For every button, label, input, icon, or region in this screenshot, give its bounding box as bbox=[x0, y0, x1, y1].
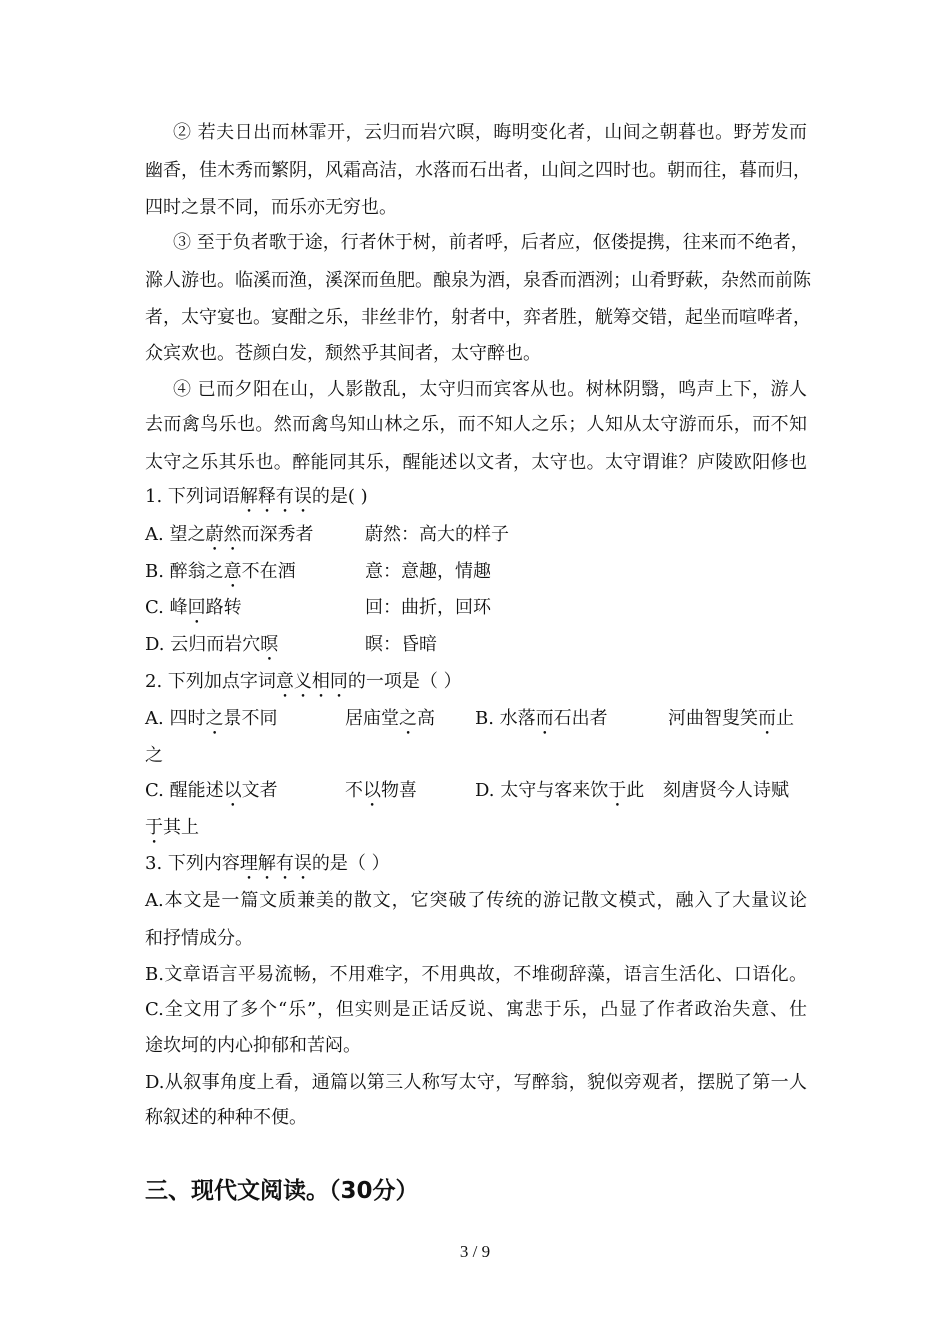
question-stem bbox=[145, 482, 807, 512]
question-stem bbox=[145, 849, 807, 879]
option-b-continued: 之 bbox=[145, 745, 163, 766]
dotted-text: 之 bbox=[399, 708, 417, 729]
option-text: A. 望之 bbox=[145, 524, 206, 545]
option-b bbox=[145, 557, 807, 587]
option-text: 不在酒 bbox=[241, 561, 296, 582]
text-line: ③ 至于负者歌于途，行者休于树，前者呼，后者应，伛偻提携，往来而不绝者， bbox=[173, 232, 809, 253]
option-text: D. 太守与客来饮 bbox=[475, 780, 609, 801]
dotted-text: 而 bbox=[535, 708, 554, 729]
option-a: A.本文是一篇文质兼美的散文，它突破了传统的游记散文模式，融入了大量议论 bbox=[145, 890, 807, 911]
dotted-text: 于 bbox=[145, 817, 163, 838]
text-line: 者，太守宴也。宴酣之乐，非丝非竹，射者中，弈者胜，觥筹交错，起坐而喧哗者， bbox=[145, 307, 811, 328]
page-number: 3 / 9 bbox=[459, 1242, 491, 1261]
text-line: 幽香，佳木秀而繁阴，风霜高洁，水落而石出者，山间之四时也。朝而往，暮而归， bbox=[145, 160, 811, 181]
text-line: 太守之乐其乐也。醉能同其乐，醒能述以文者，太守也。太守谓谁？庐陵欧阳修也 bbox=[145, 452, 807, 473]
option-text: 止 bbox=[776, 708, 794, 729]
dotted-text: 意义相同 bbox=[275, 671, 348, 692]
question-stem bbox=[145, 667, 807, 697]
option-text: 其上 bbox=[163, 817, 199, 838]
option-text: 居庙堂 bbox=[345, 708, 399, 729]
dotted-text: 蔚然 bbox=[205, 524, 242, 545]
option-text: A. 四时 bbox=[145, 708, 206, 729]
text-line: 滁人游也。临溪而渔，溪深而鱼肥。酿泉为酒，泉香而酒洌；山肴野蔌，杂然而前陈 bbox=[145, 270, 811, 291]
dotted-text: 而 bbox=[758, 708, 776, 729]
text-line: 众宾欢也。苍颜白发，颓然乎其间者，太守醉也。 bbox=[145, 343, 541, 364]
option-text: 河曲智叟笑 bbox=[668, 708, 758, 729]
option-c-continued: 途坎坷的内心抑郁和苦闷。 bbox=[145, 1035, 361, 1056]
options-cd bbox=[145, 776, 807, 806]
option-explanation: 暝：昏暗 bbox=[365, 634, 437, 655]
option-c bbox=[145, 593, 807, 623]
option-text: 物喜 bbox=[381, 780, 417, 801]
stem-text: 的是（ ） bbox=[311, 853, 390, 874]
option-text: D. 云归而岩穴 bbox=[145, 634, 261, 655]
stem-text: 的一项是（ ） bbox=[347, 671, 462, 692]
text-line: ④ 已而夕阳在山，人影散乱，太守归而宾客从也。树林阴翳，鸣声上下，游人 bbox=[173, 379, 807, 400]
option-text: 而深秀者 bbox=[241, 524, 314, 545]
option-text: C. 醒能述 bbox=[145, 780, 224, 801]
option-d-continued bbox=[145, 813, 807, 843]
text-line: 去而禽鸟乐也。然而禽鸟知山林之乐，而不知人之乐；人知从太守游而乐，而不知 bbox=[145, 414, 807, 435]
option-text: 景不同 bbox=[223, 708, 278, 729]
stem-text: 2. 下列加点字词 bbox=[145, 671, 276, 692]
option-text: 不 bbox=[345, 780, 363, 801]
dotted-text: 暝 bbox=[260, 634, 279, 655]
dotted-text: 以 bbox=[223, 780, 242, 801]
option-text: B. 醉翁之 bbox=[145, 561, 224, 582]
option-text: 此 bbox=[626, 780, 645, 801]
options-ab bbox=[145, 704, 807, 734]
option-explanation: 回：曲折，回环 bbox=[365, 597, 491, 618]
option-a-continued: 和抒情成分。 bbox=[145, 928, 253, 949]
dotted-text: 以 bbox=[363, 780, 381, 801]
option-d-continued: 称叙述的种种不便。 bbox=[145, 1107, 307, 1128]
dotted-text: 于 bbox=[608, 780, 627, 801]
option-text: 高 bbox=[417, 708, 435, 729]
dotted-text: 解释有误 bbox=[239, 486, 312, 507]
option-a bbox=[145, 520, 807, 550]
stem-text: 的是( ) bbox=[311, 486, 368, 507]
option-text: 刻唐贤今人诗赋 bbox=[663, 780, 789, 801]
dotted-text: 之 bbox=[205, 708, 224, 729]
option-b: B.文章语言平易流畅，不用难字，不用典故，不堆砌辞藻，语言生活化、口语化。 bbox=[145, 964, 807, 985]
text-line: ② 若夫日出而林霏开，云归而岩穴暝，晦明变化者，山间之朝暮也。野芳发而 bbox=[173, 122, 807, 143]
dotted-text: 回 bbox=[187, 597, 206, 618]
option-d bbox=[145, 630, 807, 660]
dotted-text: 意 bbox=[223, 561, 242, 582]
section-heading: 三、现代文阅读。（30分） bbox=[145, 1178, 419, 1204]
option-text: 文者 bbox=[241, 780, 278, 801]
stem-text: 3. 下列内容 bbox=[145, 853, 240, 874]
option-text: 路转 bbox=[205, 597, 242, 618]
option-text: 石出者 bbox=[553, 708, 608, 729]
dotted-text: 理解有误 bbox=[239, 853, 312, 874]
option-explanation: 蔚然：高大的样子 bbox=[365, 524, 509, 545]
option-d: D.从叙事角度上看，通篇以第三人称写太守，写醉翁，貌似旁观者，摆脱了第一人 bbox=[145, 1072, 807, 1093]
text-line: 四时之景不同，而乐亦无穷也。 bbox=[145, 197, 397, 218]
stem-text: 1. 下列词语 bbox=[145, 486, 240, 507]
option-explanation: 意：意趣，情趣 bbox=[365, 561, 491, 582]
option-text: B. 水落 bbox=[475, 708, 536, 729]
option-text: C. 峰 bbox=[145, 597, 188, 618]
option-c: C.全文用了多个“乐”，但实则是正话反说、寓悲于乐，凸显了作者政治失意、仕 bbox=[145, 999, 807, 1020]
